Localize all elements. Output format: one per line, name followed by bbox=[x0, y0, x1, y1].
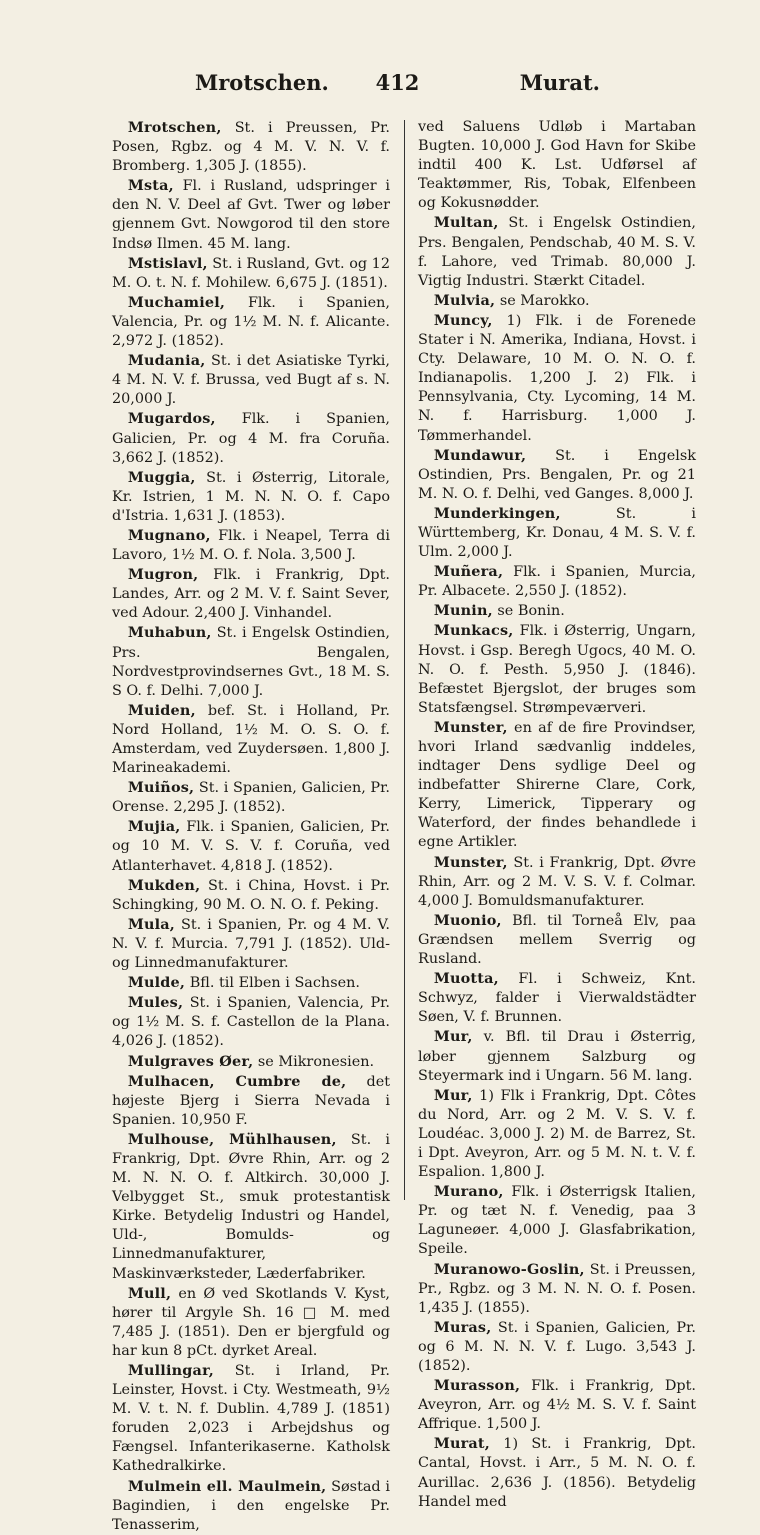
entry-text: St. i Preussen, Pr. Posen, Rgbz. og 4 M. V. N. V. f. Bromberg. 1,305 J. (1855). bbox=[112, 120, 390, 175]
entry-text: Bfl. til Elben i Sachsen. bbox=[185, 975, 360, 992]
entry-headword: Muncy, bbox=[433, 311, 493, 329]
entry-text: Fl. i Rusland, udspringer i den N. V. Deel af Gvt. Twer og løber gjennem Gvt. Nowgorod til den store Indsø Ilmen. 45 M. lang. bbox=[112, 178, 390, 252]
page-number: 412 bbox=[375, 70, 420, 95]
entry-headword: Mur, bbox=[433, 1028, 473, 1046]
entry-headword: Mujia, bbox=[127, 818, 181, 836]
entry-text: Flk. i Østerrig, Ungarn, Hovst. i Gsp. Beregh Ugocs, 40 M. O. N. O. f. Pesth. 5,950 J. (1846). Befæstet Bjergslot, der bruges som Statsfængsel. Strømpeværveri. bbox=[418, 623, 696, 716]
entry-headword: Muranowo-Goslin, bbox=[433, 1260, 585, 1278]
entry-headword: Mukden, bbox=[127, 876, 201, 894]
page-header bbox=[195, 70, 600, 104]
entry-headword: Mundawur, bbox=[433, 446, 527, 464]
entry-headword: Muggia, bbox=[127, 468, 196, 486]
dictionary-entry bbox=[418, 1318, 696, 1376]
entry-text: Flk. i Østerrigsk Italien, Pr. og tæt N. f. Venedig, paa 3 Laguneøer. 4,000 J. Glasfabrikation, Speile. bbox=[418, 1184, 696, 1258]
dictionary-entry bbox=[418, 1376, 696, 1434]
entry-text: Flk. i Spanien, Murcia, Pr. Albacete. 2,550 J. (1852). bbox=[418, 564, 696, 600]
entry-text: St. i det Asiatiske Tyrki, 4 M. N. V. f. Brussa, ved Bugt af s. N. 20,000 J. bbox=[112, 353, 390, 408]
entry-headword: Mrotschen, bbox=[127, 119, 222, 136]
entry-headword: Muchamiel, bbox=[127, 293, 226, 311]
entry-text: Bfl. til Torneå Elv, paa Grændsen mellem Sverrig og Rusland. bbox=[418, 912, 696, 968]
dictionary-entry bbox=[112, 778, 390, 817]
entry-headword: Mulmein ell. Maulmein, bbox=[127, 1477, 327, 1495]
dictionary-entry bbox=[418, 718, 696, 853]
dictionary-entry bbox=[112, 973, 390, 993]
dictionary-entry bbox=[112, 565, 390, 623]
dictionary-entry bbox=[112, 993, 390, 1051]
entry-headword: Mstislavl, bbox=[127, 254, 208, 272]
entry-headword: Muonio, bbox=[433, 911, 502, 929]
dictionary-entry bbox=[112, 623, 390, 700]
entry-text: St. i Württemberg, Kr. Donau, 4 M. S. V. f. Ulm. 2,000 J. bbox=[418, 505, 696, 561]
entry-headword: Muhabun, bbox=[127, 624, 212, 642]
dictionary-entry bbox=[112, 351, 390, 409]
entry-headword: Mullingar, bbox=[127, 1362, 215, 1379]
entry-text: St. i Preussen, Pr., Rgbz. og 3 M. N. N. O. f. Posen. 1,435 J. (1855). bbox=[418, 1261, 696, 1316]
entry-headword: Munin, bbox=[433, 602, 493, 620]
entry-text: bef. St. i Holland, Pr. Nord Holland, 1½ M. O. S. O. f. Amsterdam, ved Zuydersøen. 1,800 J. Marineakademi. bbox=[112, 702, 390, 777]
entry-text: Flk. i Spanien, Galicien, Pr. og 4 M. fra Coruña. 3,662 J. (1852). bbox=[112, 411, 390, 466]
dictionary-entry bbox=[418, 118, 696, 213]
dictionary-entry bbox=[112, 118, 390, 176]
entry-text: St. i Irland, Pr. Leinster, Hovst. i Cty. Westmeath, 9½ M. V. t. N. f. Dublin. 4,789 J. (1851) foruden 2,023 i Arbejdshus og Fængsel. Infanterikaserne. Katholsk Kathedralkirke. bbox=[112, 1363, 390, 1475]
entry-text: St. i Engelsk Ostindien, Prs. Bengalen, Pr. og 21 M. N. O. f. Delhi, ved Ganges. 8,000 J. bbox=[418, 447, 696, 502]
dictionary-entry bbox=[418, 1260, 696, 1318]
entry-headword: Mulvia, bbox=[433, 291, 496, 309]
entry-text: det højeste Bjerg i Sierra Nevada i Spanien. 10,950 F. bbox=[112, 1073, 390, 1128]
dictionary-entry bbox=[418, 621, 696, 717]
dictionary-entry bbox=[112, 817, 390, 875]
entry-headword: Munkacs, bbox=[433, 622, 514, 640]
dictionary-entry bbox=[112, 526, 390, 565]
entry-text: se Bonin. bbox=[492, 603, 565, 620]
dictionary-entry bbox=[112, 1477, 390, 1535]
dictionary-entry bbox=[112, 1361, 390, 1477]
entry-text: ved Saluens Udløb i Martaban Bugten. 10,000 J. God Havn for Skibe indtil 400 K. Lst. Udførsel af Teaktømmer, Ris, Tobak, Elfenbeen og Kokusnødder. bbox=[418, 119, 696, 212]
entry-headword: Mugron, bbox=[127, 566, 199, 584]
entry-text: St. i Spanien, Galicien, Pr. og 6 M. N. N. V. f. Lugo. 3,543 J. (1852). bbox=[418, 1319, 696, 1374]
entry-text: Fl. i Schweiz, Knt. Schwyz, falder i Vierwaldstädter Søen, V. f. Brunnen. bbox=[418, 971, 696, 1026]
dictionary-entry bbox=[112, 468, 390, 526]
dictionary-entry bbox=[112, 254, 390, 293]
entry-text: 1) Flk. i de Forenede Stater i N. Amerika, Indiana, Hovst. i Cty. Delaware, 10 M. O. N. O. f. Indianapolis. 1,200 J. 2) Flk. i Pennsylvania, Cty. Lycoming, 14 M. N. f. Harrisburg. 1,000 J. Tømmerhandel. bbox=[418, 312, 696, 444]
dictionary-entry bbox=[112, 176, 390, 253]
dictionary-entry bbox=[418, 853, 696, 911]
dictionary-entry bbox=[112, 409, 390, 467]
entry-headword: Mulhacen, Cumbre de, bbox=[127, 1072, 347, 1090]
header-left-catchword: Mrotschen. bbox=[195, 70, 329, 95]
entry-headword: Mudania, bbox=[127, 352, 206, 370]
entry-text: se Marokko. bbox=[495, 292, 590, 309]
entry-headword: Muras, bbox=[433, 1318, 492, 1336]
entry-text: St. i Frankrig, Dpt. Øvre Rhin, Arr. og 2 M. V. S. V. f. Colmar. 4,000 J. Bomuldsmanufakturer. bbox=[418, 854, 696, 909]
entry-text: Søstad i Bagindien, i den engelske Pr. Tenasserim, bbox=[112, 1478, 391, 1533]
entry-text: en af de fire Provindser, hvori Irland sædvanlig inddeles, indtager Dens sydlige Deel og indbefatter Shirerne Clare, Cork, Kerry, Limerick, Tipperary og Waterford, der findes behandlede i egne Artikler. bbox=[418, 719, 696, 851]
entry-headword: Mula, bbox=[127, 915, 176, 933]
entry-headword: Muiños, bbox=[127, 779, 195, 797]
entry-headword: Muñera, bbox=[433, 563, 504, 581]
entry-headword: Munster, bbox=[433, 718, 508, 736]
entry-text: en Ø ved Skotlands V. Kyst, hører til Argyle Sh. 16 □ M. med 7,485 J. (1851). Den er bjergfuld og har kun 8 pCt. dyrket Areal. bbox=[112, 1285, 390, 1359]
entry-headword: Murano, bbox=[433, 1183, 504, 1201]
entry-text: Flk. i Frankrig, Dpt. Aveyron, Arr. og 4½ M. S. V. f. Saint Affrique. 1,500 J. bbox=[418, 1378, 696, 1433]
entry-text: 1) Flk i Frankrig, Dpt. Côtes du Nord, Arr. og 2 M. V. S. V. f. Loudéac. 3,000 J. 2) M. de Barrez, St. i Dpt. Aveyron, Arr. og 5 M. N. t. V. f. Espalion. 1,800 J. bbox=[418, 1087, 696, 1181]
entry-headword: Mulde, bbox=[127, 974, 186, 992]
dictionary-entry bbox=[418, 1182, 696, 1259]
entry-text: St. i Engelsk Ostindien, Prs. Bengalen, Pendschab, 40 M. S. V. f. Lahore, ved Trimab. 80,000 J. Vigtig Industri. Stærkt Citadel. bbox=[418, 215, 696, 289]
dictionary-entry bbox=[418, 911, 696, 969]
dictionary-entry bbox=[418, 562, 696, 601]
entry-text: Flk. i Neapel, Terra di Lavoro, 1½ M. O. f. Nola. 3,500 J. bbox=[112, 527, 390, 564]
dictionary-entry bbox=[418, 601, 696, 621]
entry-headword: Mur, bbox=[433, 1086, 473, 1104]
entry-text: v. Bfl. til Drau i Østerrig, løber gjennem Salzburg og Steyermark ind i Ungarn. 56 M. lang. bbox=[418, 1029, 696, 1084]
entry-text: St. i Østerrig, Litorale, Kr. Istrien, 1 M. N. N. O. f. Capo d'Istria. 1,631 J. (1853). bbox=[112, 469, 390, 524]
entry-headword: Mules, bbox=[127, 994, 184, 1012]
dictionary-entry bbox=[418, 969, 696, 1027]
entry-headword: Muiden, bbox=[127, 701, 196, 719]
entry-headword: Mulgraves Øer, bbox=[127, 1052, 254, 1070]
entry-text: St. i China, Hovst. i Pr. Schingking, 90 M. O. N. O. f. Peking. bbox=[112, 877, 390, 913]
entry-text: Flk. i Spanien, Valencia, Pr. og 1½ M. N. f. Alicante. 2,972 J. (1852). bbox=[112, 294, 390, 350]
dictionary-entry bbox=[112, 915, 390, 973]
left-column bbox=[112, 118, 390, 1535]
entry-text: Flk. i Frankrig, Dpt. Landes, Arr. og 2 M. V. f. Saint Sever, ved Adour. 2,400 J. Vinhandel. bbox=[112, 567, 390, 622]
entry-headword: Munster, bbox=[433, 853, 508, 871]
entry-text: Flk. i Spanien, Galicien, Pr. og 10 M. V. S. V. f. Coruña, ved Atlanterhavet. 4,818 J. (1852). bbox=[112, 819, 390, 874]
entry-headword: Mull, bbox=[127, 1284, 172, 1302]
dictionary-entry bbox=[112, 1072, 390, 1130]
entry-text: St. i Frankrig, Dpt. Øvre Rhin, Arr. og 2 M. N. N. O. f. Altkirch. 30,000 J. Velbygget St., smuk protestantisk Kirke. Betydelig Industri og Handel, Uld-, Bomulds- og Linnedmanufakturer, Maskinværksteder, Læderfabriker. bbox=[112, 1131, 390, 1282]
entry-headword: Multan, bbox=[433, 214, 499, 232]
dictionary-entry bbox=[418, 1434, 696, 1511]
entry-headword: Mugnano, bbox=[127, 526, 211, 544]
dictionary-entry bbox=[112, 1130, 390, 1284]
entry-text: se Mikronesien. bbox=[253, 1053, 375, 1070]
entry-text: St. i Spanien, Valencia, Pr. og 1½ M. S. f. Castellon de la Plana. 4,026 J. (1852). bbox=[112, 995, 390, 1050]
column-divider bbox=[404, 120, 405, 1200]
dictionary-entry bbox=[112, 701, 390, 778]
dictionary-entry bbox=[418, 311, 696, 446]
entry-headword: Mulhouse, Mühlhausen, bbox=[127, 1130, 337, 1148]
entry-text: St. i Spanien, Pr. og 4 M. V. N. V. f. Murcia. 7,791 J. (1852). Uld- og Linnedmanufakturer. bbox=[112, 916, 390, 972]
entry-text: 1) St. i Frankrig, Dpt. Cantal, Hovst. i Arr., 5 M. N. O. f. Aurillac. 2,636 J. (1856). Betydelig Handel med bbox=[418, 1436, 696, 1510]
dictionary-entry bbox=[418, 291, 696, 311]
entry-headword: Mugardos, bbox=[127, 410, 216, 428]
entry-headword: Muotta, bbox=[433, 970, 499, 988]
header-right-catchword: Murat. bbox=[519, 70, 600, 95]
dictionary-entry bbox=[112, 293, 390, 351]
dictionary-entry bbox=[112, 876, 390, 915]
entry-text: St. i Spanien, Galicien, Pr. Orense. 2,295 J. (1852). bbox=[112, 780, 390, 816]
entry-headword: Murasson, bbox=[433, 1377, 521, 1395]
dictionary-entry bbox=[418, 504, 696, 562]
dictionary-entry bbox=[418, 1086, 696, 1182]
right-column bbox=[418, 118, 696, 1512]
entry-headword: Msta, bbox=[127, 177, 174, 195]
dictionary-entry bbox=[418, 446, 696, 504]
dictionary-entry bbox=[418, 213, 696, 290]
entry-text: St. i Rusland, Gvt. og 12 M. O. t. N. f. Mohilew. 6,675 J. (1851). bbox=[112, 255, 390, 291]
entry-headword: Munderkingen, bbox=[433, 504, 561, 522]
dictionary-entry bbox=[112, 1284, 390, 1361]
entry-text: St. i Engelsk Ostindien, Prs. Bengalen, Nordvestprovindsernes Gvt., 18 M. S. S O. f. Delhi. 7,000 J. bbox=[112, 625, 390, 699]
dictionary-entry bbox=[418, 1027, 696, 1085]
dictionary-entry bbox=[112, 1052, 390, 1072]
entry-headword: Murat, bbox=[433, 1435, 490, 1453]
